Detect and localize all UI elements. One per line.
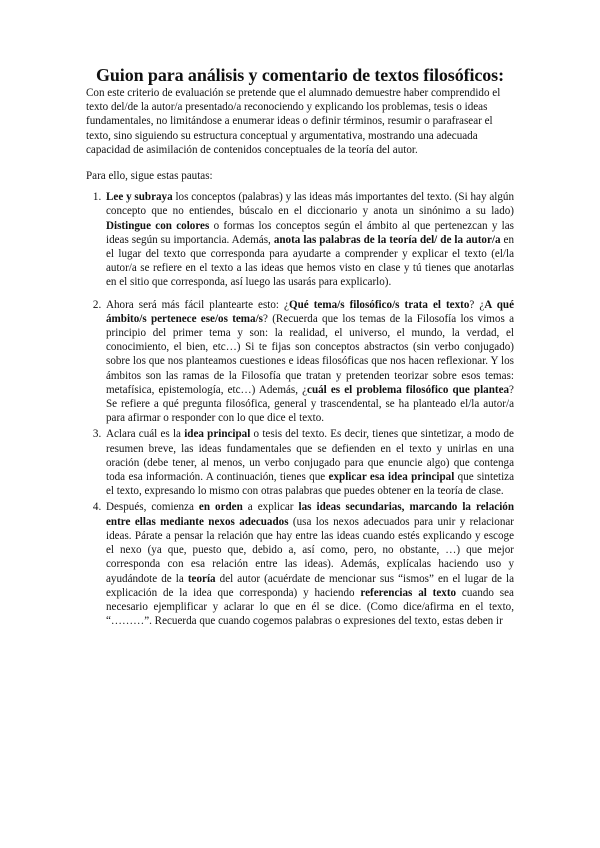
step-3: 3. Aclara cuál es la idea principal o tesis del texto. Es decir, tienes que sintetizar, a modo de resumen breve, las ideas fundamentales que se defienden en el texto y unirlas en una oración (debe tener, al menos, un verbo conjugado para que enuncie algo) que contenga toda esa información. A continuación, tienes que explicar esa idea principal que sintetiza el texto, expresando lo mismo con otras palabras que puedes obtener en la teoría de clase.: [104, 427, 514, 498]
intro-paragraph: Con este criterio de evaluación se pretende que el alumnado demuestre haber comprendido el texto del/de la autor/a presentado/a reconociendo y explicando los problemas, tesis o ideas fundamentales, no limitándose a enumerar ideas o definir términos, resumir o parafrasear el texto, sino siguiendo su estructura conceptual y argumentativa, mostrando una adecuada capacidad de asimilación de contenidos conceptuales de la teoría del autor.: [86, 87, 501, 156]
document-content: [86, 64, 514, 628]
pautas-intro: Para ello, sigue estas pautas:: [86, 170, 213, 183]
step-4: 4. Después, comienza en orden a explicar las ideas secundarias, marcando la relación entre ellas mediante nexos adecuados (usa los nexos adecuados para unir y relacionar ideas. Párate a pensar la relación que hay entre las ideas cuando estés explicando y escoge el nexo (ya que, puesto que, debido a, así como, pero, no obstante, …) que mejor corresponda con esa relación entre las ideas). Además, explícalas haciendo uso y ayudándote de la teoría del autor (acuérdate de mencionar sus “ismos” en el lugar de la explicación de la idea que corresponda) y haciendo referencias al texto cuando sea necesario ejemplificar y aclarar lo que en él se dice. (Como dice/afirma en el texto, “………”. Recuerda que cuando cogemos palabras o expresiones del texto, estas deben ir: [104, 500, 514, 628]
step-2: 2. Ahora será más fácil plantearte esto: ¿Qué tema/s filosófico/s trata el texto? ¿A qué ámbito/s pertenece ese/os tema/s? (Recuerda que los temas de la Filosofía los vimos a principio del primer tema y son: la realidad, el universo, el mundo, la verdad, el conocimiento, el bien, etc…) Si te fijas son conceptos abstractos (sin verbo conjugado) sobre los que nos planteamos cuestiones e ideas filosóficas que nos hacen reflexionar. Y los ámbitos son las ramas de la Filosofía que tratan y pretenden teorizar sobre esos temas: metafísica, epistemología, etc…) Además, ¿cuál es el problema filosófico que plantea? Se refiere a qué pregunta filosófica, general y trascendental, se ha planteado el/la autor/a para afirmar o responder con lo que dice el texto.: [104, 298, 514, 426]
steps-list: [86, 190, 514, 628]
step-1: 1. Lee y subraya los conceptos (palabras) y las ideas más importantes del texto. (Si hay algún concepto que no entiendes, búscalo en el diccionario y anota un sinónimo a su lado) Distingue con colores o formas los conceptos según el ámbito al que pertenezcan y las ideas según su importancia. Además, anota las palabras de la teoría del/ de la autor/a en el lugar del texto que corresponda para ayudarte a comprender y explicar el texto (el/la autor/a se refiere en el texto a las ideas que hemos visto en clase y tú tienes que anotarlas en el sitio que corresponda, así luego las usarás para explicarlo).: [104, 190, 514, 289]
document-title: Guion para análisis y comentario de textos filosóficos:: [96, 65, 504, 85]
